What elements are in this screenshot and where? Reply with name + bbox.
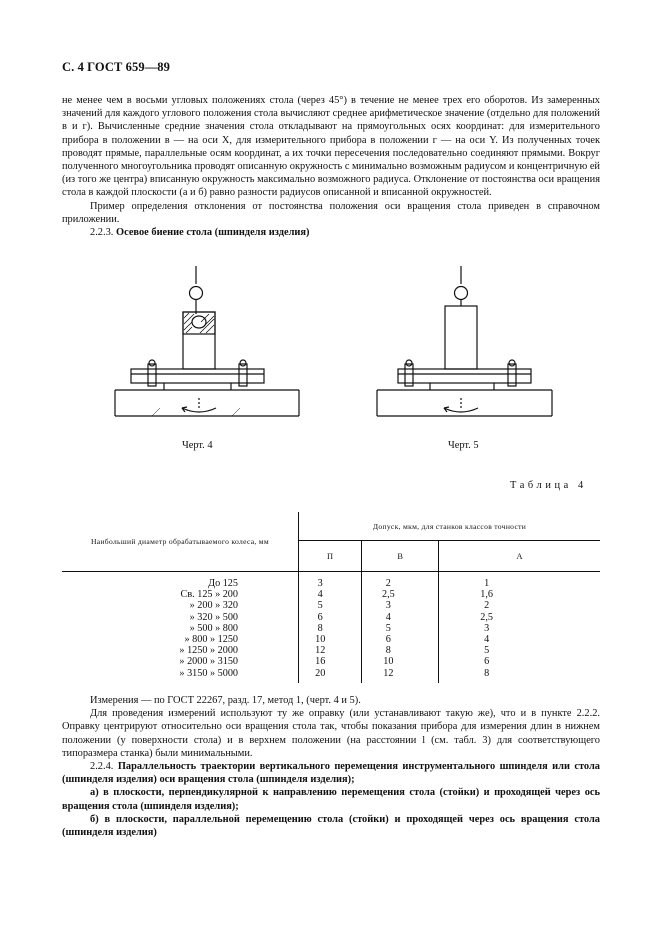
table-row [62, 656, 600, 667]
cell-p: 4 [299, 589, 362, 600]
cell-v: 3 [362, 600, 439, 611]
body-text-top [62, 94, 600, 239]
cell-p: 8 [299, 623, 362, 634]
cell-range: » 1250 » 2000 [62, 645, 299, 656]
cell-a: 3 [484, 622, 490, 634]
cell-p: 12 [299, 645, 362, 656]
cell-a: 4 [484, 634, 490, 646]
cell-a: 5 [484, 645, 490, 657]
cell-v: 4 [362, 612, 439, 623]
paragraph: а) в плоскости, перпендикулярной к направлению перемещения стола (стойки) и проходящей через ось вращения стола (шпинделя изделия); [62, 787, 600, 812]
paragraph: Для проведения измерений используют ту же оправку (или устанавливают такую же), что и в пункте 2.2.2. Оправку центрируют относительно оси вращения стола так, чтобы показания прибора для измерения длин в нижнем положении (у поверхности стола) и в верхнем положении (на расстоянии l (см. табл. 3) для соответствующего типоразмера станка) были минимальными. [62, 708, 600, 759]
cell-p: 10 [299, 634, 362, 645]
cell-p: 3 [299, 572, 362, 590]
page-header: С. 4 ГОСТ 659—89 [62, 60, 171, 74]
section-title: Параллельность траектории вертикального перемещения инструментального шпинделя или стола (шпинделя изделия) оси вращения стола (шпинделя изделия); [62, 761, 600, 786]
table-row [62, 572, 600, 590]
paragraph: Пример определения отклонения от постоянства положения оси вращения стола приведен в справочном приложении. [62, 200, 600, 225]
cell-range: » 320 » 500 [62, 612, 299, 623]
column-header-tolerance: Допуск, мкм, для станков классов точности [299, 512, 601, 541]
cell-v: 2,5 [362, 589, 439, 600]
section-title: Осевое биение стола (шпинделя изделия) [116, 227, 310, 239]
cell-a: 6 [484, 656, 490, 668]
section-heading [62, 226, 600, 239]
cell-a: 1 [484, 578, 490, 589]
cell-v: 8 [362, 645, 439, 656]
cell-range: » 2000 » 3150 [62, 656, 299, 667]
cell-a: 2,5 [480, 611, 493, 623]
table-row [62, 634, 600, 645]
paragraph: б) в плоскости, параллельной перемещению стола (стойки) и проходящей через ось вращения стола (шпинделя изделия) [62, 813, 600, 839]
column-header-class-p: П [299, 541, 362, 572]
section-number: 2.2.4. [90, 761, 114, 773]
cell-range: » 3150 » 5000 [62, 668, 299, 683]
table-row [62, 612, 600, 623]
table-row [62, 645, 600, 656]
table-row [62, 668, 600, 683]
cell-range: » 500 » 800 [62, 623, 299, 634]
cell-p: 20 [299, 668, 362, 683]
cell-a: 2 [484, 600, 490, 612]
cell-v: 10 [362, 656, 439, 667]
cell-a: 8 [484, 667, 490, 679]
cell-p: 6 [299, 612, 362, 623]
cell-p: 16 [299, 656, 362, 667]
paragraph: не менее чем в восьми угловых положениях стола (через 45°) в течение не менее трех его оборотов. Из замеренных значений для каждого углового положения стола вычисляют среднее арифметическое значение (отдельно для положений в и г). Вычисленные средние значения стола откладывают на прямоугольных осях координат: для измерительного прибора в положении в — на оси X, для измерительного прибора в положении г — на оси Y. Из полученных точек проводят прямые, параллельные осям координат, а их точки пересечения последовательно соединяют прямыми. Вокруг полученного многоугольника проводят описанную окружность с минимально возможным радиусом и концентричную ей (из того же центра) вписанную окружность максимально возможного радиуса. Отклонение от постоянства оси вращения стола в каждой плоскости (а и б) равно разности радиусов описанной и вписанной окружностей. [62, 95, 600, 199]
cell-p: 5 [299, 600, 362, 611]
figure-4-caption: Черт. 4 [182, 440, 213, 451]
cell-v: 12 [362, 668, 439, 683]
column-header-diameter: Наибольший диаметр обрабатываемого колеса, мм [62, 512, 299, 572]
cell-range: До 125 [62, 572, 299, 590]
table-row [62, 623, 600, 634]
figure-5-caption: Черт. 5 [448, 440, 479, 451]
column-header-class-v: В [362, 541, 439, 572]
cell-range: » 200 » 320 [62, 600, 299, 611]
table-title: Таблица 4 [510, 480, 587, 491]
cell-v: 2 [362, 572, 439, 590]
cell-v: 5 [362, 623, 439, 634]
column-header-class-a: А [439, 541, 600, 572]
cell-range: Св. 125 » 200 [62, 589, 299, 600]
cell-v: 6 [362, 634, 439, 645]
table-row [62, 600, 600, 611]
paragraph: Измерения — по ГОСТ 22267, разд. 17, метод 1, (черт. 4 и 5). [90, 695, 361, 706]
cell-range: » 800 » 1250 [62, 634, 299, 645]
section-number: 2.2.3. [90, 227, 114, 239]
figure-5-drawing [372, 266, 562, 421]
body-text-bottom [62, 694, 600, 839]
section-heading [62, 760, 600, 786]
cell-a: 1,6 [480, 589, 493, 601]
tolerance-table [62, 512, 600, 683]
figure-4-drawing [112, 266, 302, 421]
table-row [62, 589, 600, 600]
